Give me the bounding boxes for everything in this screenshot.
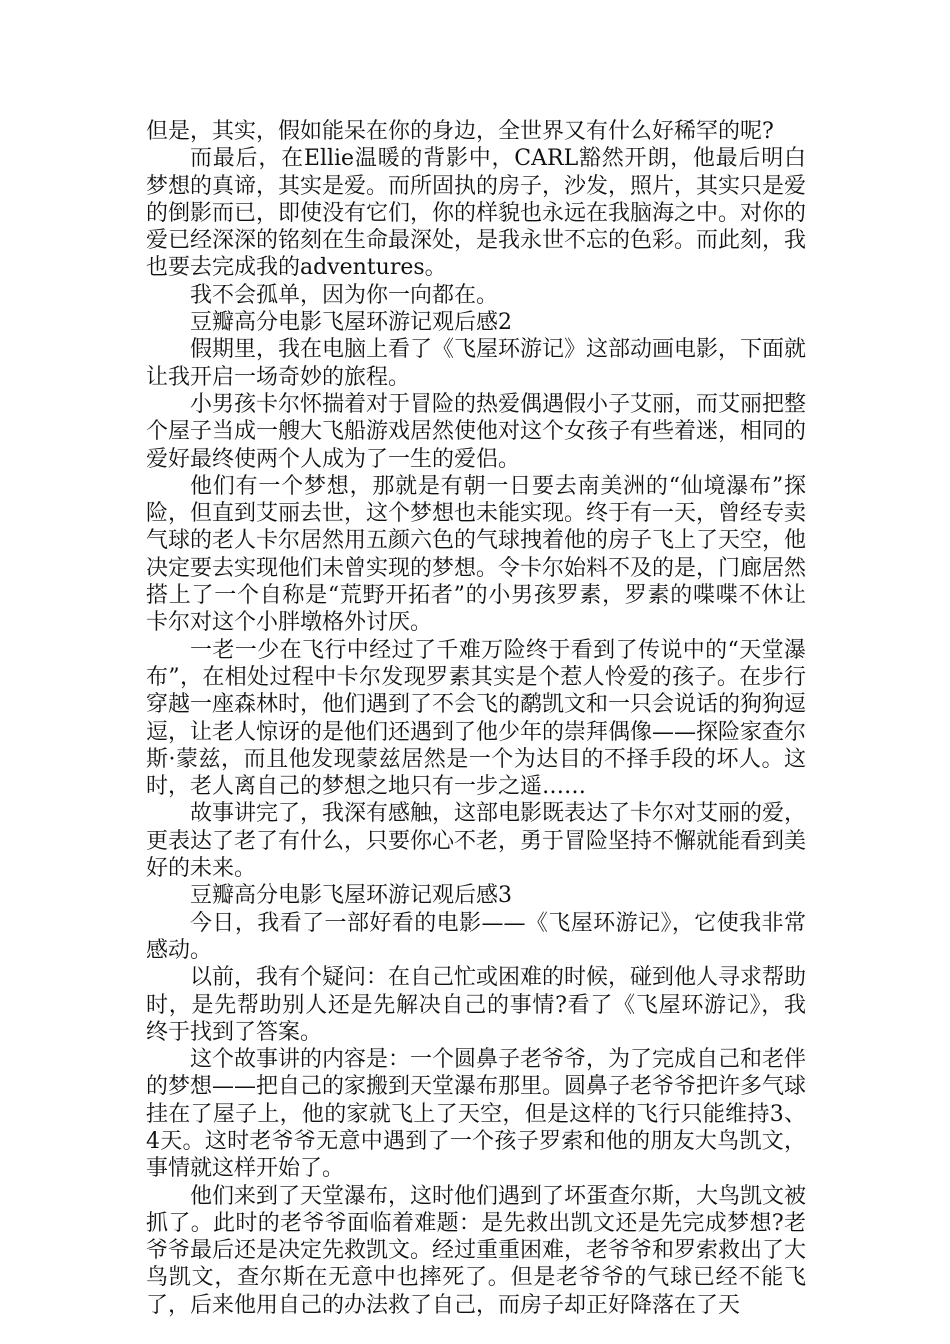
- paragraph-5: 假期里，我在电脑上看了《飞屋环游记》这部动画电影，下面就让我开启一场奇妙的旅程。: [146, 337, 807, 390]
- paragraph-8: 一老一少在飞行中经过了千难万险终于看到了传说中的“天堂瀑布”，在相处过程中卡尔发现罗素其实是个惹人怜爱的孩子。在步行穿越一座森林时，他们遇到了不会飞的鹬凯文和一只会说话的狗狗逗逗，让老人惊讶的是他们还遇到了他少年的崇拜偶像——探险家查尔斯·蒙兹，而且他发现蒙兹居然是一个为达目的不择手段的坏人。这时，老人离自己的梦想之地只有一步之遥……: [146, 637, 807, 800]
- paragraph-14: 他们来到了天堂瀑布，这时他们遇到了坏蛋查尔斯，大鸟凯文被抓了。此时的老爷爷面临着难题：是先救出凯文还是先完成梦想?老爷爷最后还是决定先救凯文。经过重重困难，老爷爷和罗索救出了大鸟凯文，查尔斯在无意中也摔死了。但是老爷爷的气球已经不能飞了，后来他用自己的办法救了自己，而房子却正好降落在了天: [146, 1183, 807, 1318]
- section-heading-2: 豆瓣高分电影飞屋环游记观后感2: [190, 310, 512, 336]
- paragraph-2: 而最后，在Ellie温暖的背影中，CARL豁然开朗，他最后明白梦想的真谛，其实是爱。而所固执的房子，沙发，照片，其实只是爱的倒影而已，即使没有它们，你的样貌也永远在我脑海之中。对你的爱已经深深的铭刻在生命最深处，是我永世不忘的色彩。而此刻，我也要去完成我的adventures。: [146, 146, 807, 281]
- paragraph-13: 这个故事讲的内容是：一个圆鼻子老爷爷，为了完成自己和老伴的梦想——把自己的家搬到天堂瀑布那里。圆鼻子老爷爷把许多气球挂在了屋子上，他的家就飞上了天空，但是这样的飞行只能维持3、4天。这时老爷爷无意中遇到了一个孩子罗索和他的朋友大鸟凯文，事情就这样开始了。: [146, 1047, 807, 1182]
- paragraph-6: 小男孩卡尔怀揣着对于冒险的热爱偶遇假小子艾丽，而艾丽把整个屋子当成一艘大飞船游戏居然使他对这个女孩子有些着迷，相同的爱好最终使两个人成为了一生的爱侣。: [146, 391, 807, 472]
- paragraph-1: 但是，其实，假如能呆在你的身边，全世界又有什么好稀罕的呢?: [146, 119, 774, 144]
- paragraph-9: 故事讲完了，我深有感触，这部电影既表达了卡尔对艾丽的爱，更表达了老了有什么，只要你心不老，勇于冒险坚持不懈就能看到美好的未来。: [146, 801, 807, 882]
- paragraph-3: 我不会孤单，因为你一向都在。: [190, 282, 499, 308]
- document-page: [146, 118, 806, 1319]
- paragraph-11: 今日，我看了一部好看的电影——《飞屋环游记》，它使我非常感动。: [146, 910, 806, 963]
- paragraph-12: 以前，我有个疑问：在自己忙或困难的时候，碰到他人寻求帮助时，是先帮助别人还是先解决自己的事情?看了《飞屋环游记》，我终于找到了答案。: [146, 965, 807, 1045]
- paragraph-7: 他们有一个梦想，那就是有朝一日要去南美洲的“仙境瀑布”探险，但直到艾丽去世，这个梦想也未能实现。终于有一天，曾经专卖气球的老人卡尔居然用五颜六色的气球拽着他的房子飞上了天空，他决定要去实现他们未曾实现的梦想。令卡尔始料不及的是，门廊居然搭上了一个自称是“荒野开拓者”的小男孩罗素，罗素的喋喋不休让卡尔对这个小胖墩格外讨厌。: [146, 473, 807, 636]
- section-heading-3: 豆瓣高分电影飞屋环游记观后感3: [190, 883, 512, 909]
